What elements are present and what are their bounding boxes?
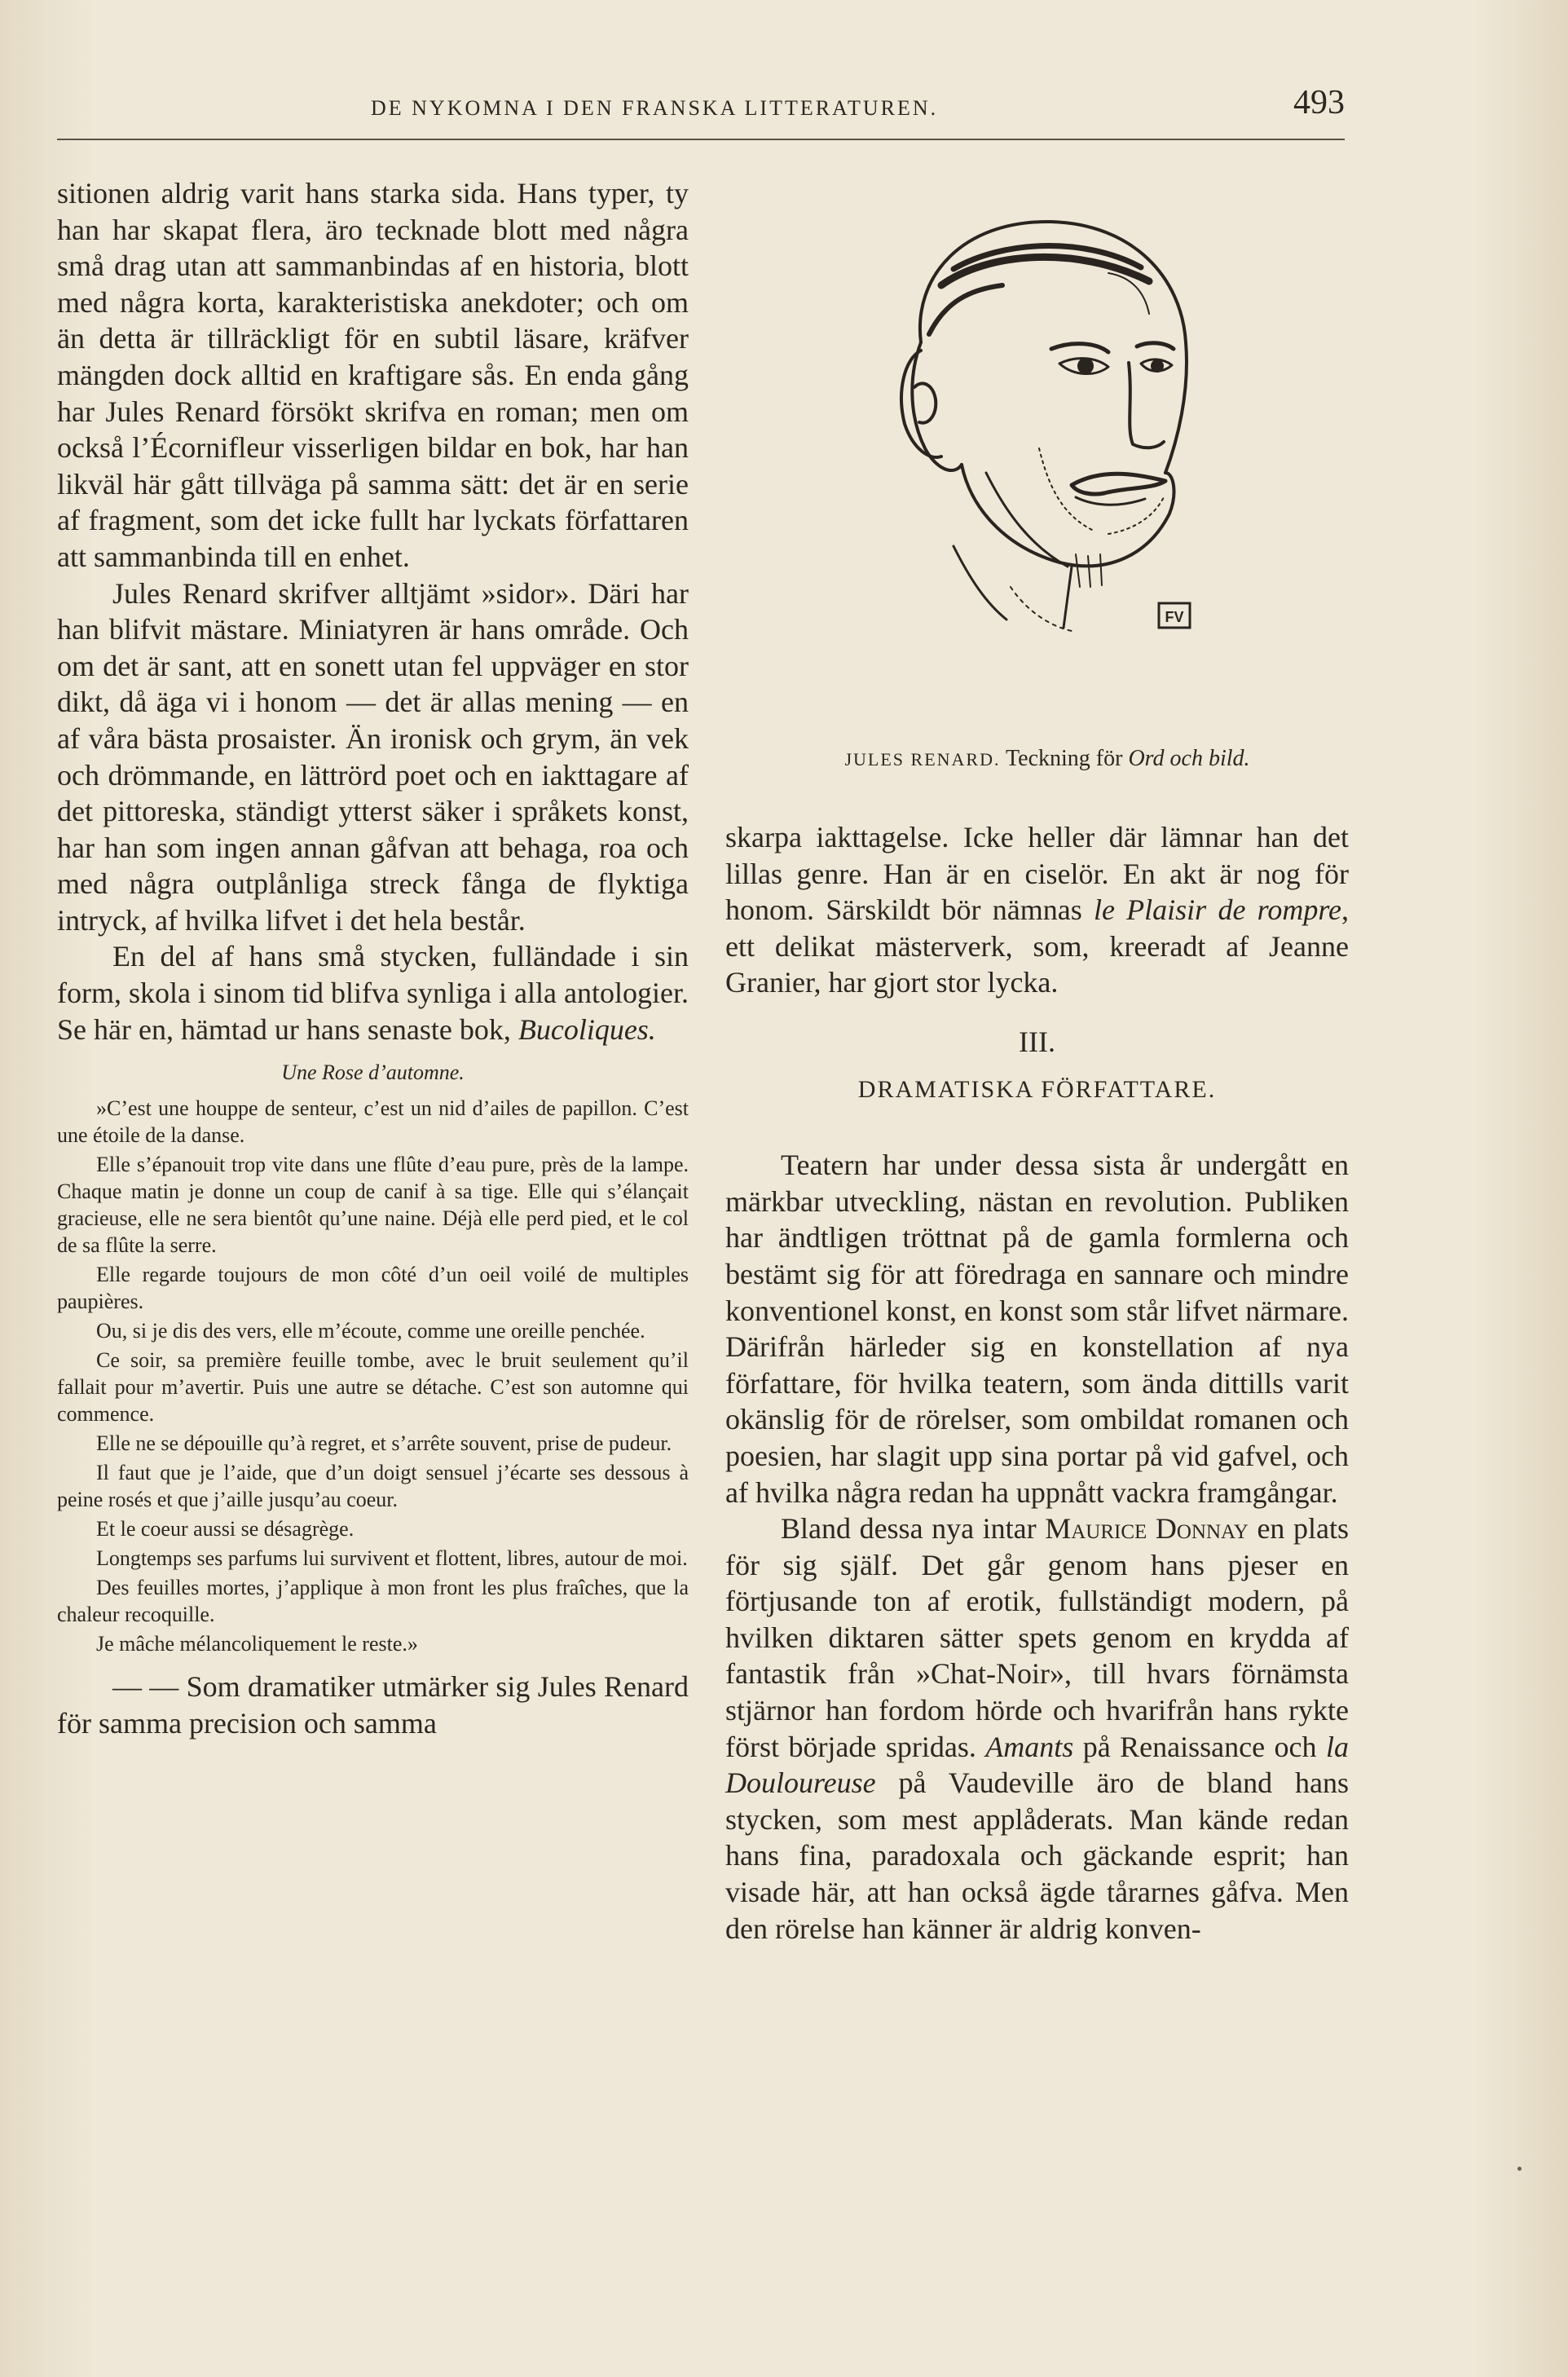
- portrait-caption: [754, 746, 1341, 772]
- paragraph: Jules Renard skrifver alltjämt »sidor». Däri har han blifvit mästare. Miniatyren är hans område. Och om det är sant, att en sonett utan fel uppväger en stor dikt, då äga vi i honom — det är allas mening — en af våra bästa prosaister. Än ironisk och grym, än vek och drömmande, en lättrörd poet och en iakttagare af det pittoreska, ständigt ytterst säker i språkets konst, har han som ingen annan gåfvan att behaga, roa och med några outplånliga streck fånga de flyktiga intryck, af hvilka lifvet i det hela består.: [57, 576, 689, 937]
- caption-magazine: Ord och bild.: [1128, 746, 1250, 771]
- monogram: FV: [1165, 609, 1184, 625]
- play-title: la Douloureuse: [725, 1730, 1349, 1800]
- left-column: [57, 175, 689, 1741]
- poem-stanza: »C’est une houppe de senteur, c’est un nid d’ailes de papillon. C’est une étoile de la danse.: [57, 1096, 689, 1148]
- poem-stanza: Elle ne se dépouille qu’à regret, et s’arrête souvent, prise de pudeur.: [96, 1431, 672, 1456]
- section-heading: DRAMATISKA FÖRFATTARE.: [857, 1075, 1217, 1103]
- caption-name: JULES RENARD.: [844, 749, 1001, 770]
- poem-stanza: Il faut que je l’aide, que d’un doigt sensuel j’écarte ses dessous à peine rosés et que j’aille jusqu’au coeur.: [57, 1461, 689, 1512]
- poem-stanza: Elle regarde toujours de mon côté d’un oeil voilé de multiples paupières.: [57, 1263, 689, 1314]
- speck: [1517, 2167, 1522, 2171]
- header-rule: [57, 139, 1345, 140]
- author-name: Maurice Donnay: [1045, 1512, 1249, 1546]
- right-column: [725, 819, 1349, 1947]
- running-title: DE NYKOMNA I DEN FRANSKA LITTERATUREN.: [371, 96, 939, 120]
- poem-stanza: Ce soir, sa première feuille tombe, avec le bruit seulement qu’il fallait pour m’avertir. Puis une autre se détache. C’est son automne qui commence.: [57, 1348, 689, 1427]
- page-number: 493: [1293, 84, 1345, 121]
- book-title: Bucoliques.: [518, 1012, 656, 1046]
- poem-stanza: Et le coeur aussi se désagrège.: [96, 1517, 355, 1541]
- section-number: III.: [1019, 1025, 1055, 1058]
- play-title: Amants: [985, 1730, 1074, 1763]
- paragraph: — — Som dramatiker utmärker sig Jules Renard för samma precision och samma: [57, 1670, 689, 1740]
- paragraph: sitionen aldrig varit hans starka sida. Hans typer, ty han har skapat flera, äro tecknade blott med några små drag utan att sammanbindas af en historia, blott med några korta, karakteristiska anekdoter; och om än detta är tillräckligt för en subtil läsare, kräfver mängden dock alltid en kraftigare sås. En enda gång har Jules Renard försökt skrifva en roman; men om också l’Écornifleur visserligen bildar en bok, har han likväl här gått tillväga på samma sätt: det är en serie af fragment, som det icke fullt har lyckats författaren att sammanbinda till en enhet.: [57, 177, 689, 573]
- poem-stanza: Je mâche mélancoliquement le reste.»: [96, 1632, 418, 1656]
- poem-stanza: Longtemps ses parfums lui survivent et flottent, libres, autour de moi.: [96, 1546, 688, 1571]
- running-header: [57, 84, 1345, 139]
- paragraph: Bland dessa nya intar Maurice Donnay en plats för sig själf. Det går genom hans pjeser en förtjusande ton af erotik, fullständigt modern, på hvilken diktaren sätter spets genom en krydda af fantastik från »Chat-Noir», till hvars förnämsta stjärnor han fordom hörde och hvarifrån hans rykte först började spridas. Amants på Renaissance och la Douloureuse på Vaudeville äro de bland hans stycken, som mest applåderats. Man kände redan hans fina, paradoxala och gäckande esprit; han visade här, att han också ägde tårarnes gåfva. Men den rörelse han känner är aldrig konven-: [725, 1512, 1349, 1945]
- paragraph: Teatern har under dessa sista år undergått en märkbar utveckling, nästan en revolution. Publiken har ändtligen tröttnat på de gamla formlerna och bestämt sig för att föredraga en sannare och mindre konventionel konst, en konst som står lifvet närmare. Därifrån härleder sig en konstellation af nya författare, för hvilka teatern, som ända dittills varit okänslig för de rörelser, som ombildat romanen och poesien, har slagit upp sina portar på vid gafvel, och af hvilka några redan ha uppnått vackra framgångar.: [725, 1149, 1349, 1509]
- poem-stanza: Ou, si je dis des vers, elle m’écoute, comme une oreille penchée.: [96, 1319, 645, 1343]
- poem-stanza: Des feuilles mortes, j’applique à mon front les plus fraîches, que la chaleur recoquille.: [57, 1576, 689, 1627]
- poem: [57, 1095, 689, 1657]
- play-title: le Plaisir de rompre: [1093, 893, 1341, 927]
- poem-title: Une Rose d’automne.: [281, 1061, 465, 1085]
- paragraph: En del af hans små stycken, fulländade i sin form, skola i sinom tid blifva synliga i alla antologier. Se här en, hämtad ur hans senaste bok, Bucoliques.: [57, 940, 689, 1046]
- caption-text: Teckning för: [1006, 746, 1123, 771]
- portrait-illustration: [864, 204, 1214, 693]
- poem-stanza: Elle s’épanouit trop vite dans une flûte d’eau pure, près de la lampe. Chaque matin je donne un coup de canif à sa tige. Elle qui s’élançait gracieuse, elle ne sera bientôt qu’une naine. Déjà elle perd pied, et le col de sa flûte la serre.: [57, 1153, 689, 1258]
- paragraph: skarpa iakttagelse. Icke heller där lämnar han det lillas genre. Han är en ciselör. En akt är nog för honom. Särskildt bör nämnas le Plaisir de rompre, ett delikat mästerverk, som, kreeradt af Jeanne Granier, har gjort stor lycka.: [725, 821, 1349, 999]
